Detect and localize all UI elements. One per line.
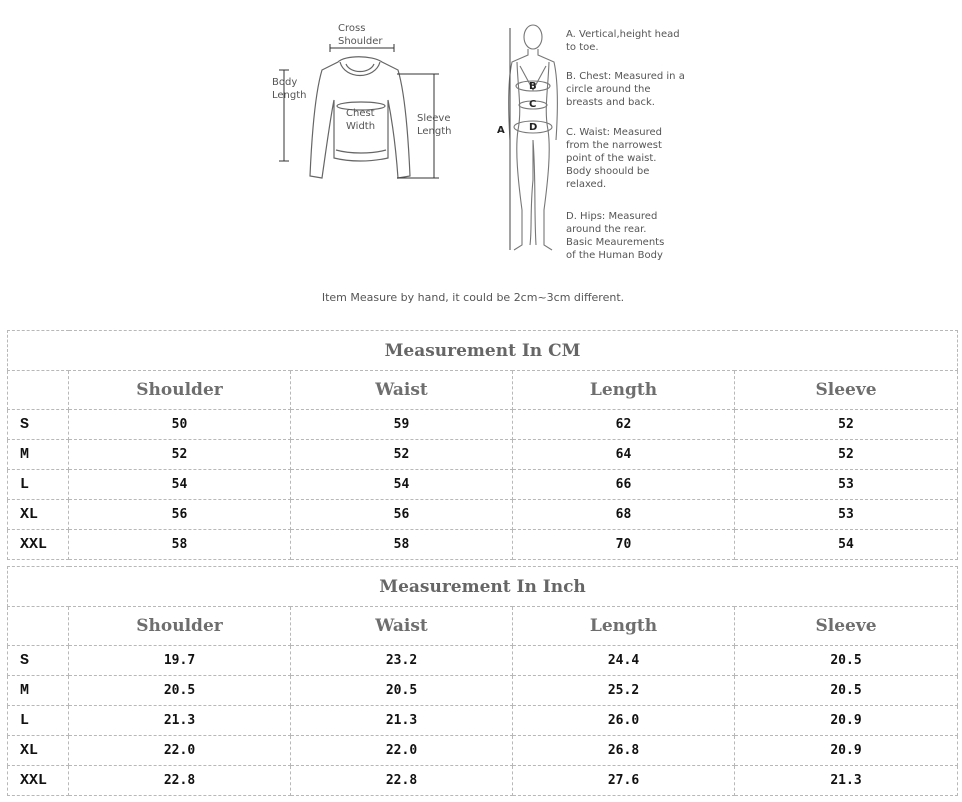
size-label: S — [8, 410, 69, 440]
shoulder-value: 56 — [69, 500, 291, 530]
sleeve-value: 53 — [735, 500, 958, 530]
length-value: 26.8 — [513, 736, 735, 766]
size-label: L — [8, 470, 69, 500]
table-row — [8, 736, 958, 766]
body-illustration — [509, 25, 558, 250]
sleeve-value: 20.9 — [735, 736, 958, 766]
table-row — [8, 530, 958, 560]
length-value: 66 — [513, 470, 735, 500]
sleeve-value: 53 — [735, 470, 958, 500]
shoulder-value: 52 — [69, 440, 291, 470]
body-length-label: Body Length — [272, 77, 307, 101]
header-sleeve: Sleeve — [735, 371, 958, 410]
shoulder-value: 50 — [69, 410, 291, 440]
table-row — [8, 646, 958, 676]
measure-note: Item Measure by hand, it could be 2cm~3cm different. — [321, 291, 625, 304]
waist-value: 23.2 — [291, 646, 513, 676]
cm-size-table — [7, 330, 958, 560]
size-label: XXL — [8, 766, 69, 796]
length-value: 62 — [513, 410, 735, 440]
header-row — [8, 371, 958, 410]
waist-value: 59 — [291, 410, 513, 440]
header-sleeve: Sleeve — [735, 607, 958, 646]
size-label: M — [8, 676, 69, 706]
sleeve-value: 20.5 — [735, 676, 958, 706]
header-waist: Waist — [291, 371, 513, 410]
marker-d: D — [529, 122, 538, 133]
waist-value: 21.3 — [291, 706, 513, 736]
table-row — [8, 766, 958, 796]
header-row — [8, 607, 958, 646]
table-row — [8, 470, 958, 500]
length-value: 64 — [513, 440, 735, 470]
waist-value: 20.5 — [291, 676, 513, 706]
table-row — [8, 706, 958, 736]
size-label: XXL — [8, 530, 69, 560]
size-label: XL — [8, 500, 69, 530]
table-row — [8, 410, 958, 440]
length-value: 68 — [513, 500, 735, 530]
waist-value: 22.0 — [291, 736, 513, 766]
waist-value: 22.8 — [291, 766, 513, 796]
instruction-b: B. Chest: Measured in a circle around the breasts and back. — [566, 71, 685, 108]
sleeve-value: 20.9 — [735, 706, 958, 736]
shoulder-value: 22.8 — [69, 766, 291, 796]
length-value: 70 — [513, 530, 735, 560]
table-row — [8, 500, 958, 530]
length-value: 25.2 — [513, 676, 735, 706]
empty-header-cell — [8, 371, 69, 410]
size-label: XL — [8, 736, 69, 766]
sleeve-length-label: Sleeve Length — [417, 113, 452, 137]
header-waist: Waist — [291, 607, 513, 646]
instruction-d: D. Hips: Measured around the rear. Basic Meaurements of the Human Body — [566, 211, 665, 261]
waist-value: 54 — [291, 470, 513, 500]
shoulder-value: 20.5 — [69, 676, 291, 706]
sleeve-value: 20.5 — [735, 646, 958, 676]
shoulder-value: 54 — [69, 470, 291, 500]
shoulder-value: 19.7 — [69, 646, 291, 676]
table-title: Measurement In Inch — [8, 567, 958, 607]
size-label: S — [8, 646, 69, 676]
chest-width-label: Chest Width — [346, 108, 376, 132]
length-value: 26.0 — [513, 706, 735, 736]
header-length: Length — [513, 371, 735, 410]
sleeve-value: 52 — [735, 440, 958, 470]
measurement-diagram — [0, 0, 962, 325]
sleeve-value: 54 — [735, 530, 958, 560]
size-label: L — [8, 706, 69, 736]
marker-b: B — [529, 81, 537, 92]
diagram-drawing — [0, 0, 962, 325]
sleeve-value: 21.3 — [735, 766, 958, 796]
shoulder-value: 21.3 — [69, 706, 291, 736]
shoulder-value: 22.0 — [69, 736, 291, 766]
waist-value: 56 — [291, 500, 513, 530]
marker-c: C — [529, 99, 537, 110]
length-value: 24.4 — [513, 646, 735, 676]
waist-value: 58 — [291, 530, 513, 560]
sleeve-value: 52 — [735, 410, 958, 440]
empty-header-cell — [8, 607, 69, 646]
shoulder-value: 58 — [69, 530, 291, 560]
inch-size-table — [7, 566, 958, 796]
table-title: Measurement In CM — [8, 331, 958, 371]
table-row — [8, 676, 958, 706]
cross-shoulder-label: Cross Shoulder — [338, 23, 383, 47]
table-row — [8, 440, 958, 470]
waist-value: 52 — [291, 440, 513, 470]
size-label: M — [8, 440, 69, 470]
length-value: 27.6 — [513, 766, 735, 796]
instruction-c: C. Waist: Measured from the narrowest point of the waist. Body shoould be relaxed. — [566, 127, 663, 190]
instruction-a: A. Vertical,height head to toe. — [566, 29, 680, 53]
marker-a: A — [497, 125, 505, 136]
header-shoulder: Shoulder — [69, 371, 291, 410]
header-shoulder: Shoulder — [69, 607, 291, 646]
header-length: Length — [513, 607, 735, 646]
